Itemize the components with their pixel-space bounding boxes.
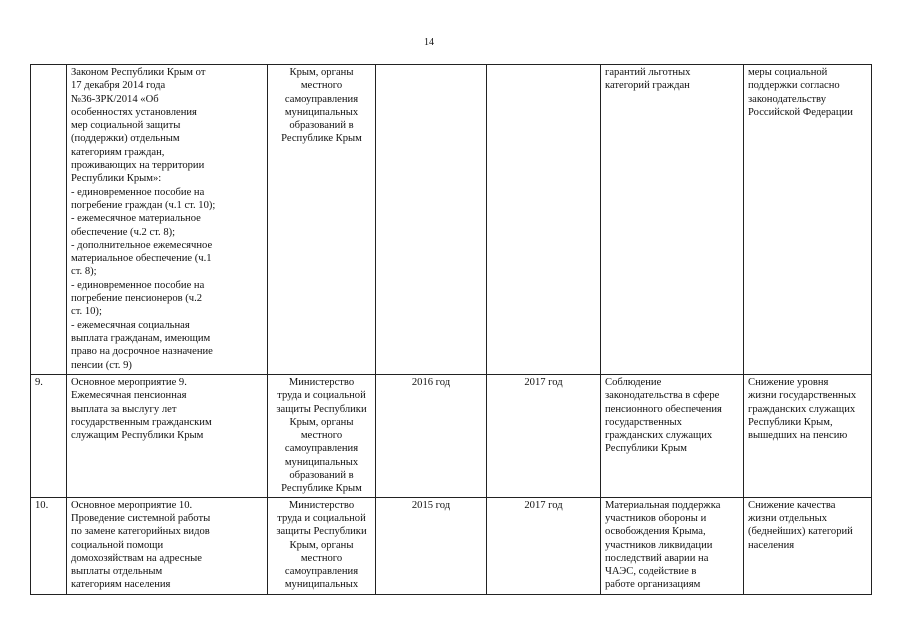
consequence-cell xyxy=(744,497,872,594)
result-line: категорий граждан xyxy=(605,80,690,92)
executor-line: Крым, органы xyxy=(289,67,354,78)
event-line: - ежемесячное материальное xyxy=(71,213,201,225)
row-number: 9. xyxy=(31,375,67,498)
event-line: - единовременное пособие на xyxy=(71,279,205,291)
executor-line: самоуправления xyxy=(284,566,359,578)
event-line: ст. 10); xyxy=(71,306,102,318)
executor-cell xyxy=(268,65,376,375)
event-line: по замене категорийных видов xyxy=(71,526,210,538)
event-line: - единовременное пособие на xyxy=(71,186,205,198)
end-year-cell: 2017 год xyxy=(487,497,601,594)
event-line: ст. 8); xyxy=(71,266,97,278)
event-line: Основное мероприятие 9. xyxy=(71,377,187,388)
consequence-line: гражданских служащих xyxy=(748,403,856,415)
executor-line: самоуправления xyxy=(284,93,359,105)
page-number: 14 xyxy=(424,37,434,48)
event-line: Основное мероприятие 10. xyxy=(71,499,193,511)
result-line: Материальная поддержка xyxy=(605,499,721,511)
consequence-line: населения xyxy=(748,539,795,551)
executor-line: Республике Крым xyxy=(281,483,362,495)
executor-line: Республике Крым xyxy=(281,133,362,145)
executor-line: защиты Республики xyxy=(276,526,367,538)
result-line: участников ликвидации xyxy=(605,539,713,551)
executor-line: самоуправления xyxy=(284,443,359,455)
executor-line: Крым, органы xyxy=(289,416,354,428)
executor-line: защиты Республики xyxy=(276,403,367,415)
consequence-line: законодательству xyxy=(748,93,826,105)
row-number: 10. xyxy=(31,497,67,594)
result-line: Республики Крым xyxy=(605,443,687,455)
table-row xyxy=(31,65,872,375)
result-line: работе организациям xyxy=(605,579,701,591)
event-line: категориям населения xyxy=(71,579,171,591)
executor-cell xyxy=(268,497,376,594)
event-line: право на досрочное назначение xyxy=(71,346,213,358)
executor-cell xyxy=(268,375,376,498)
event-line: 17 декабря 2014 года xyxy=(71,80,166,92)
event-cell xyxy=(67,497,268,594)
result-line: ЧАЭС, содействие в xyxy=(605,566,697,578)
event-line: Законом Республики Крым от xyxy=(71,67,206,78)
executor-line: образований в xyxy=(289,120,354,132)
event-cell xyxy=(67,375,268,498)
event-line: Проведение системной работы xyxy=(71,512,211,524)
event-line: Ежемесячная пенсионная xyxy=(71,390,187,402)
event-line: - дополнительное ежемесячное xyxy=(71,239,213,251)
executor-line: местного xyxy=(300,430,343,442)
executor-line: труда и социальной xyxy=(277,390,366,402)
event-line: (поддержки) отдельным xyxy=(71,133,180,145)
executor-line: труда и социальной xyxy=(277,512,366,524)
event-line: выплата гражданам, имеющим xyxy=(71,332,211,344)
event-line: проживающих на территории xyxy=(71,160,205,172)
event-line: Республики Крым»: xyxy=(71,173,162,185)
consequence-line: Российской Федерации xyxy=(748,106,853,118)
event-line: категориям граждан, xyxy=(71,146,165,158)
consequence-line: вышедших на пенсию xyxy=(748,430,848,442)
table-row xyxy=(31,497,872,594)
executor-line: муниципальных xyxy=(284,456,359,468)
event-line: домохозяйствам на адресные xyxy=(71,552,202,564)
program-events-table xyxy=(30,64,872,595)
executor-line: муниципальных xyxy=(284,579,359,591)
result-line: гражданских служащих xyxy=(605,430,713,442)
event-line: социальной помощи xyxy=(71,539,164,551)
event-line: государственным гражданским xyxy=(71,416,212,428)
row-number xyxy=(31,65,67,375)
consequence-cell xyxy=(744,375,872,498)
executor-line: местного xyxy=(300,80,343,92)
event-cell xyxy=(67,65,268,375)
event-line: служащим Республики Крым xyxy=(71,430,204,442)
executor-line: муниципальных xyxy=(284,106,359,118)
consequence-line: жизни отдельных xyxy=(748,512,828,524)
event-line: погребение пенсионеров (ч.2 xyxy=(71,293,203,305)
result-cell xyxy=(601,65,744,375)
start-year-cell: 2015 год xyxy=(376,497,487,594)
executor-line: Крым, органы xyxy=(289,539,354,551)
executor-line: местного xyxy=(300,552,343,564)
start-year-cell xyxy=(376,65,487,375)
executor-line: образований в xyxy=(289,470,354,482)
end-year-cell xyxy=(487,65,601,375)
start-year-cell: 2016 год xyxy=(376,375,487,498)
consequence-line: Республики Крым, xyxy=(748,416,833,428)
result-cell xyxy=(601,497,744,594)
table-row xyxy=(31,375,872,498)
event-line: особенностях установления xyxy=(71,106,197,118)
result-line: освобождения Крыма, xyxy=(605,526,706,538)
event-line: материальное обеспечение (ч.1 xyxy=(71,253,212,265)
event-line: пенсии (ст. 9) xyxy=(71,359,132,371)
event-line: - ежемесячная социальная xyxy=(71,319,190,331)
event-line: погребение граждан (ч.1 ст. 10); xyxy=(71,199,216,211)
consequence-line: поддержки согласно xyxy=(748,80,840,92)
result-line: пенсионного обеспечения xyxy=(605,403,722,415)
event-line: выплаты отдельным xyxy=(71,566,163,578)
event-line: мер социальной защиты xyxy=(71,120,181,132)
event-line: выплата за выслугу лет xyxy=(71,403,177,415)
executor-line: Министерство xyxy=(288,499,355,511)
result-line: законодательства в сфере xyxy=(605,390,720,402)
result-line: последствий аварии на xyxy=(605,552,709,564)
event-line: обеспечение (ч.2 ст. 8); xyxy=(71,226,176,238)
result-line: Соблюдение xyxy=(605,377,662,388)
consequence-line: Снижение качества xyxy=(748,499,836,511)
consequence-line: жизни государственных xyxy=(748,390,857,402)
result-line: участников обороны и xyxy=(605,512,707,524)
result-line: гарантий льготных xyxy=(605,67,691,78)
executor-line: Министерство xyxy=(288,377,355,388)
consequence-cell xyxy=(744,65,872,375)
consequence-line: меры социальной xyxy=(748,67,828,78)
result-line: государственных xyxy=(605,416,682,428)
consequence-line: Снижение уровня xyxy=(748,377,829,388)
result-cell xyxy=(601,375,744,498)
end-year-cell: 2017 год xyxy=(487,375,601,498)
event-line: №36-ЗРК/2014 «Об xyxy=(71,93,159,105)
consequence-line: (беднейших) категорий xyxy=(748,526,853,538)
